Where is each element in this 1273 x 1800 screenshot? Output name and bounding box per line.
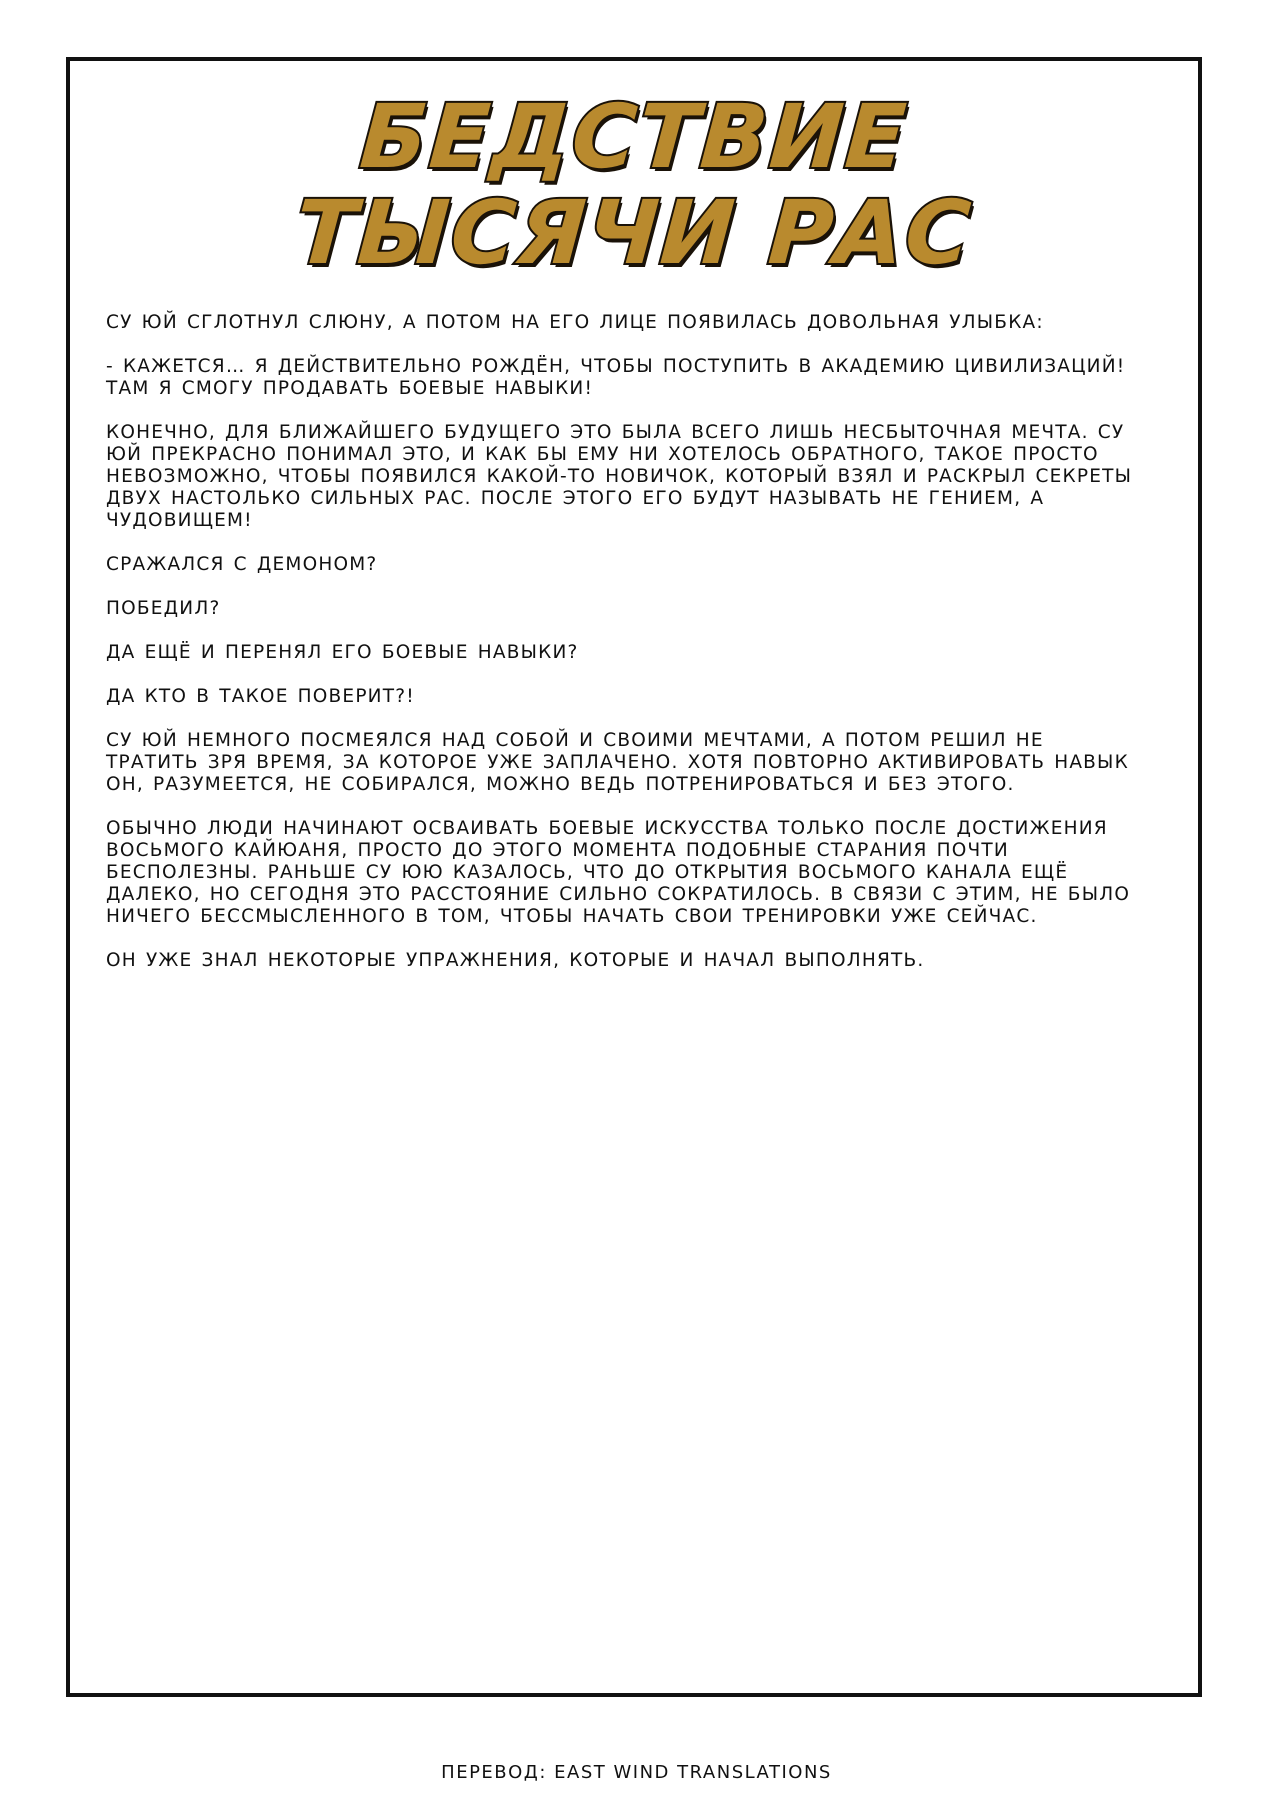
title-line-1: БЕДСТВИЕ bbox=[356, 85, 912, 188]
body-text bbox=[106, 312, 1162, 994]
paragraph: СУ ЮЙ НЕМНОГО ПОСМЕЯЛСЯ НАД СОБОЙ И СВОИМИ МЕЧТАМИ, А ПОТОМ РЕШИЛ НЕ ТРАТИТЬ ЗРЯ ВРЕМЯ, ЗА КОТОРОЕ УЖЕ ЗАПЛАЧЕНО. ХОТЯ ПОВТОРНО АКТИВИРОВАТЬ НАВЫК ОН, РАЗУМЕЕТСЯ, НЕ СОБИРАЛСЯ, МОЖНО ВЕДЬ ПОТРЕНИРОВАТЬСЯ И БЕЗ ЭТОГО. bbox=[106, 730, 1129, 795]
paragraph: ДА КТО В ТАКОЕ ПОВЕРИТ?! bbox=[106, 686, 415, 707]
paragraph: СУ ЮЙ СГЛОТНУЛ СЛЮНУ, А ПОТОМ НА ЕГО ЛИЦЕ ПОЯВИЛАСЬ ДОВОЛЬНАЯ УЛЫБКА: bbox=[106, 312, 1044, 333]
translation-credit: ПЕРЕВОД: EAST WIND TRANSLATIONS bbox=[441, 1762, 832, 1783]
paragraph: ДА ЕЩЁ И ПЕРЕНЯЛ ЕГО БОЕВЫЕ НАВЫКИ? bbox=[106, 642, 579, 663]
paragraph: ОН УЖЕ ЗНАЛ НЕКОТОРЫЕ УПРАЖНЕНИЯ, КОТОРЫЕ И НАЧАЛ ВЫПОЛНЯТЬ. bbox=[106, 950, 925, 971]
paragraph: КОНЕЧНО, ДЛЯ БЛИЖАЙШЕГО БУДУЩЕГО ЭТО БЫЛА ВСЕГО ЛИШЬ НЕСБЫТОЧНАЯ МЕЧТА. СУ ЮЙ ПРЕКРАСНО ПОНИМАЛ ЭТО, И КАК БЫ ЕМУ НИ ХОТЕЛОСЬ ОБРАТНОГО, ТАКОЕ ПРОСТО НЕВОЗМОЖНО, ЧТОБЫ ПОЯВИЛСЯ КАКОЙ-ТО НОВИЧОК, КОТОРЫЙ ВЗЯЛ И РАСКРЫЛ СЕКРЕТЫ ДВУХ НАСТОЛЬКО СИЛЬНЫХ РАС. ПОСЛЕ ЭТОГО ЕГО БУДУТ НАЗЫВАТЬ НЕ ГЕНИЕМ, А ЧУДОВИЩЕМ! bbox=[106, 422, 1133, 531]
page-frame bbox=[66, 57, 1202, 1697]
paragraph: ПОБЕДИЛ? bbox=[106, 598, 221, 619]
paragraph: СРАЖАЛСЯ С ДЕМОНОМ? bbox=[106, 554, 378, 575]
page-title bbox=[70, 85, 1198, 284]
title-line-2: ТЫСЯЧИ РАС bbox=[292, 181, 976, 284]
paragraph: ОБЫЧНО ЛЮДИ НАЧИНАЮТ ОСВАИВАТЬ БОЕВЫЕ ИСКУССТВА ТОЛЬКО ПОСЛЕ ДОСТИЖЕНИЯ ВОСЬМОГО КАЙЮАНЯ, ПРОСТО ДО ЭТОГО МОМЕНТА ПОДОБНЫЕ СТАРАНИЯ ПОЧТИ БЕСПОЛЕЗНЫ. РАНЬШЕ СУ ЮЮ КАЗАЛОСЬ, ЧТО ДО ОТКРЫТИЯ ВОСЬМОГО КАНАЛА ЕЩЁ ДАЛЕКО, НО СЕГОДНЯ ЭТО РАССТОЯНИЕ СИЛЬНО СОКРАТИЛОСЬ. В СВЯЗИ С ЭТИМ, НЕ БЫЛО НИЧЕГО БЕССМЫСЛЕННОГО В ТОМ, ЧТОБЫ НАЧАТЬ СВОИ ТРЕНИРОВКИ УЖЕ СЕЙЧАС. bbox=[106, 818, 1131, 927]
paragraph: - КАЖЕТСЯ… Я ДЕЙСТВИТЕЛЬНО РОЖДЁН, ЧТОБЫ ПОСТУПИТЬ В АКАДЕМИЮ ЦИВИЛИЗАЦИЙ! ТАМ Я СМОГУ ПРОДАВАТЬ БОЕВЫЕ НАВЫКИ! bbox=[106, 356, 1126, 399]
